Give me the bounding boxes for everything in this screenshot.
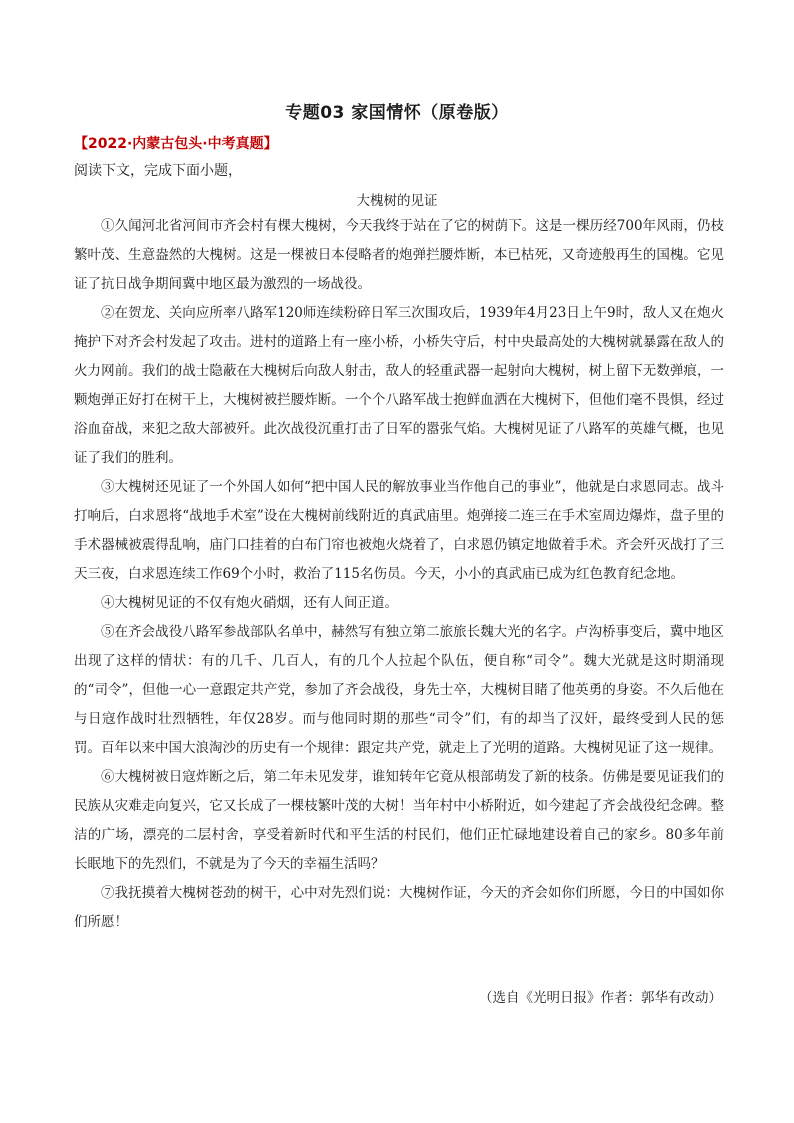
paragraph-4: ④大槐树见证的不仅有炮火硝烟，还有人间正道。 <box>101 595 398 611</box>
article-title: 大槐树的见证 <box>356 193 438 209</box>
paragraph-5: ⑤在齐会战役八路军参战部队名单中，赫然写有独立第二旅旅长魏大光的名字。卢沟桥事变后，冀中地区出现了这样的情状：有的几千、几百人，有的几个人拉起个队伍，便自称“司令”。魏大光就是这时期涌现的“司令”，但他一心一意跟定共产党，参加了齐会战役，身先士卒，大槐树目睹了他英勇的身姿。不久后他在与日寇作战时壮烈牺牲，年仅28岁。而与他同时期的那些“司令”们，有的却当了汉奸，最终受到人民的惩罚。百年以来中国大浪淘沙的历史有一个规律：跟定共产党，就走上了光明的道路。大槐树见证了这一规律。 <box>74 624 724 756</box>
paragraph-1: ①久闻河北省河间市齐会村有棵大槐树，今天我终于站在了它的树荫下。这是一棵历经700年风雨，仍枝繁叶茂、生意盎然的大槐树。这是一棵被日本侵略者的炮弹拦腰炸断，本已枯死，又奇迹般再生的国槐。它见证了抗日战争期间冀中地区最为激烈的一场战役。 <box>74 218 724 292</box>
exam-source-tag: 【2022·内蒙古包头·中考真题】 <box>74 136 278 152</box>
paragraph-2: ②在贺龙、关向应所率八路军120师连续粉碎日军三次围攻后，1939年4月23日上午9时，敌人又在炮火掩护下对齐会村发起了攻击。进村的道路上有一座小桥，小桥失守后，村中央最高处的大槐树就暴露在敌人的火力网前。我们的战士隐蔽在大槐树后向敌人射击，敌人的轻重武器一起射向大槐树，树上留下无数弹痕，一颗炮弹正好打在树干上，大槐树被拦腰炸断。一个个八路军战士抱鲜血洒在大槐树下，但他们毫不畏惧，经过浴血奋战，来犯之敌大部被歼。此次战役沉重打击了日军的嚣张气焰。大槐树见证了八路军的英雄气概，也见证了我们的胜利。 <box>74 305 724 466</box>
article-source: （选自《光明日报》作者：郭华有改动） <box>479 990 722 1006</box>
paragraph-3: ③大槐树还见证了一个外国人如何“把中国人民的解放事业当作他自己的事业”，他就是白求恩同志。战斗打响后，白求恩将“战地手术室”设在大槐树前线附近的真武庙里。炮弹接二连三在手术室周边爆炸，盘子里的手术器械被震得乱响，庙门口挂着的白布门帘也被炮火烧着了，白求恩仍镇定地做着手术。齐会歼灭战打了三天三夜，白求恩连续工作69个小时，救治了115名伤员。今天，小小的真武庙已成为红色教育纪念地。 <box>74 479 724 582</box>
document-title: 专题03 家国情怀（原卷版） <box>285 103 509 123</box>
paragraph-6: ⑥大槐树被日寇炸断之后，第二年未见发芽，谁知转年它竟从根部萌发了新的枝条。仿佛是要见证我们的民族从灾难走向复兴，它又长成了一棵枝繁叶茂的大树！当年村中小桥附近，如今建起了齐会战役纪念碑。整洁的广场，漂亮的二层村舍，享受着新时代和平生活的村民们，他们正忙碌地建设着自己的家乡。80多年前长眠地下的先烈们，不就是为了今天的幸福生活吗？ <box>74 769 724 872</box>
reading-instruction: 阅读下文，完成下面小题， <box>74 163 242 179</box>
article-body <box>74 212 724 937</box>
paragraph-7: ⑦我抚摸着大槐树苍劲的树干，心中对先烈们说：大槐树作证，今天的齐会如你们所愿，今日的中国如你们所愿！ <box>74 885 724 930</box>
